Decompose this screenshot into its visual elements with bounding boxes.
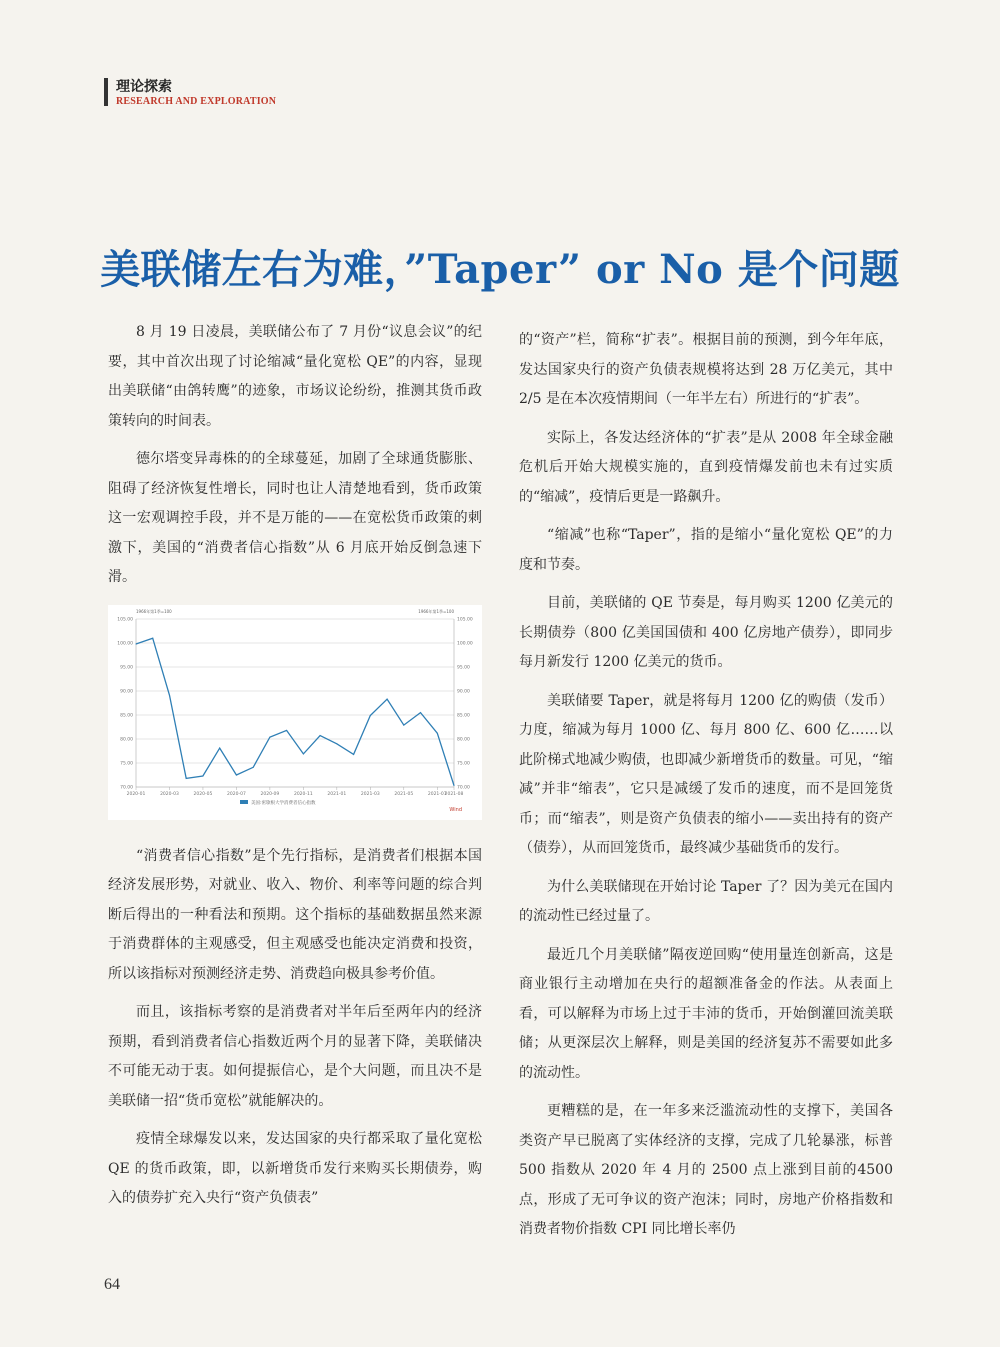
x-tick-label: 2021-05 [394,791,414,797]
paragraph: “消费者信心指数”是个先行指标，是消费者们根据本国经济发展形势，对就业、收入、物价、利率等问题的综合判断后得出的一种看法和预期。这个指标的基础数据虽然来源于消费群体的主观感受，但主观感受也能决定消费和投资，所以该指标对预测经济走势、消费趋向极具参考价值。 [108,847,482,982]
left-axis-title: 1966年第1季=100 [136,608,172,614]
data-point [336,743,337,744]
y-tick-label-left: 105.00 [117,617,133,622]
data-point [454,785,455,786]
data-point [303,753,304,754]
section-title: 理论探索 [116,79,172,95]
x-tick-label: 2020-03 [160,791,179,797]
paragraph: 实际上，各发达经济体的“扩表”是从 2008 年全球金融危机后开始大规模实施的，直到疫情爆发前也未有过实质的“缩减”，疫情后更是一路飙升。 [519,429,893,505]
data-point [186,777,187,778]
y-tick-label-left: 80.00 [120,737,133,742]
left-column [108,318,482,1223]
y-tick-label-left: 95.00 [120,665,133,670]
section-marker [104,78,108,106]
x-tick-label: 2020-11 [293,791,313,797]
right-axis-title: 1966年第1季=100 [418,608,454,614]
y-tick-label-left: 75.00 [120,761,133,766]
data-point [437,732,438,733]
data-point [253,766,254,767]
y-tick-label-right: 85.00 [457,713,470,718]
y-tick-label-right: 75.00 [457,761,470,766]
paragraph: 更糟糕的是，在一年多来泛滥流动性的支撑下，美国各类资产早已脱离了实体经济的支撑，完成了几轮暴涨，标普 500 指数从 2020 年 4 月的 2500 点上涨到目前的4500点，形成了无可争议的资产泡沫；同时，房地产价格指数和消费者物价指数 CPI 同比增长率仍 [519,1103,893,1237]
y-tick-label-right: 100.00 [457,641,473,646]
data-point [236,774,237,775]
paragraph: 德尔塔变异毒株的的全球蔓延，加剧了全球通货膨胀、阻碍了经济恢复性增长，同时也让人清楚地看到，货币政策这一宏观调控手段，并不是万能的——在宽松货币政策的刺激下，美国的“消费者信心指数”从 6 月底开始反倒急速下滑。 [108,451,482,585]
page-number: 64 [104,1276,120,1293]
x-tick-label: 2021-08 [444,791,464,797]
data-point [152,637,153,638]
y-tick-label-right: 80.00 [457,737,470,742]
x-tick-label: 2021-01 [327,791,347,797]
data-point [286,729,287,730]
legend-swatch [240,800,248,804]
data-point [420,712,421,713]
data-point [370,714,371,715]
x-tick-label: 2021-03 [360,791,380,797]
section-subtitle: RESEARCH AND EXPLORATION [116,96,277,107]
data-point [136,643,137,644]
paragraph: 为什么美联储现在开始讨论 Taper 了？因为美元在国内的流动性已经过量了。 [519,878,893,924]
y-tick-label-right: 105.00 [457,617,473,622]
x-tick-label: 2020-07 [227,791,246,797]
paragraph: 目前，美联储的 QE 节奏是，每月购买 1200 亿美元的长期债券（800 亿美国国债和 400 亿房地产债券），即同步每月新发行 1200 亿美元的货币。 [519,595,893,670]
legend-label: 美国:密歇根大学消费者信心指数 [251,800,316,806]
paragraph: 的“资产”栏，简称“扩表”。根据目前的预测，到今年年底，发达国家央行的资产负债表规模将达到 28 万亿美元，其中 2/5 是在本次疫情期间（一年半左右）所进行的“扩表”。 [519,332,893,407]
data-point [387,698,388,699]
data-point [219,747,220,748]
x-tick-label: 2020-01 [126,791,146,797]
data-point [202,775,203,776]
data-point [269,736,270,737]
source-label: Wind [449,806,462,813]
right-column [519,326,893,1254]
paragraph: “缩减”也称“Taper”，指的是缩小“量化宽松 QE”的力度和节奏。 [519,527,893,573]
y-tick-label-left: 100.00 [117,641,133,646]
paragraph: 疫情全球爆发以来，发达国家的央行都采取了量化宽松 QE 的货币政策，即，以新增货币发行来购买长期债券，购入的债券扩充入央行“资产负债表” [108,1131,482,1206]
paragraph: 最近几个月美联储”隔夜逆回购“使用量连创新高，这是商业银行主动增加在央行的超额准备金的作法。从表面上看，可以解释为市场上过于丰沛的货币，开始倒灌回流美联储；从更深层次上解释，则是美国的经济复苏不需要如此多的流动性。 [519,946,893,1081]
x-tick-label: 2020-09 [260,791,280,797]
y-tick-label-left: 85.00 [120,713,133,718]
chart-background [108,605,482,820]
data-point [169,694,170,695]
data-point [353,753,354,754]
y-tick-label-left: 90.00 [120,689,133,694]
y-tick-label-right: 95.00 [457,665,470,670]
paragraph: 美联储要 Taper，就是将每月 1200 亿的购债（发币）力度，缩减为每月 1000 亿、每月 800 亿、600 亿……以此阶梯式地减少购债，也即减少新增货币的数量。可见，“缩减”并非“缩表”，它只是减缓了发币的速度，而不是回笼货币；而“缩表”，则是资产负债表的缩小——卖出持有的资产（债券），从而回笼货币，最终减少基础货币的发行。 [519,692,893,856]
data-point [320,735,321,736]
y-tick-label-right: 90.00 [457,689,470,694]
x-tick-label: 2020-05 [193,791,213,797]
x-tick-label: 2021-07 [427,791,447,797]
paragraph: 8 月 19 日凌晨，美联储公布了 7 月份“议息会议”的纪要，其中首次出现了讨论缩减“量化宽松 QE”的内容，显现出美联储“由鸽转鹰”的迹象，市场议论纷纷，推测其货币政策转向的时间表。 [108,324,482,429]
chart-canvas [108,605,482,820]
data-point [403,724,404,725]
paragraph: 而且，该指标考察的是消费者对半年后至两年内的经济预期，看到消费者信心指数近两个月的显著下降，美联储决不可能无动于衷。如何提振信心，是个大问题，而且决不是美联储一招“货币宽松”就能解决的。 [108,1004,482,1109]
y-tick-label-left: 70.00 [120,785,133,790]
article-title: 美联储左右为难，”Taper” or No 是个问题 [100,246,900,293]
consumer-confidence-chart [108,605,482,820]
y-tick-label-right: 70.00 [457,785,470,790]
